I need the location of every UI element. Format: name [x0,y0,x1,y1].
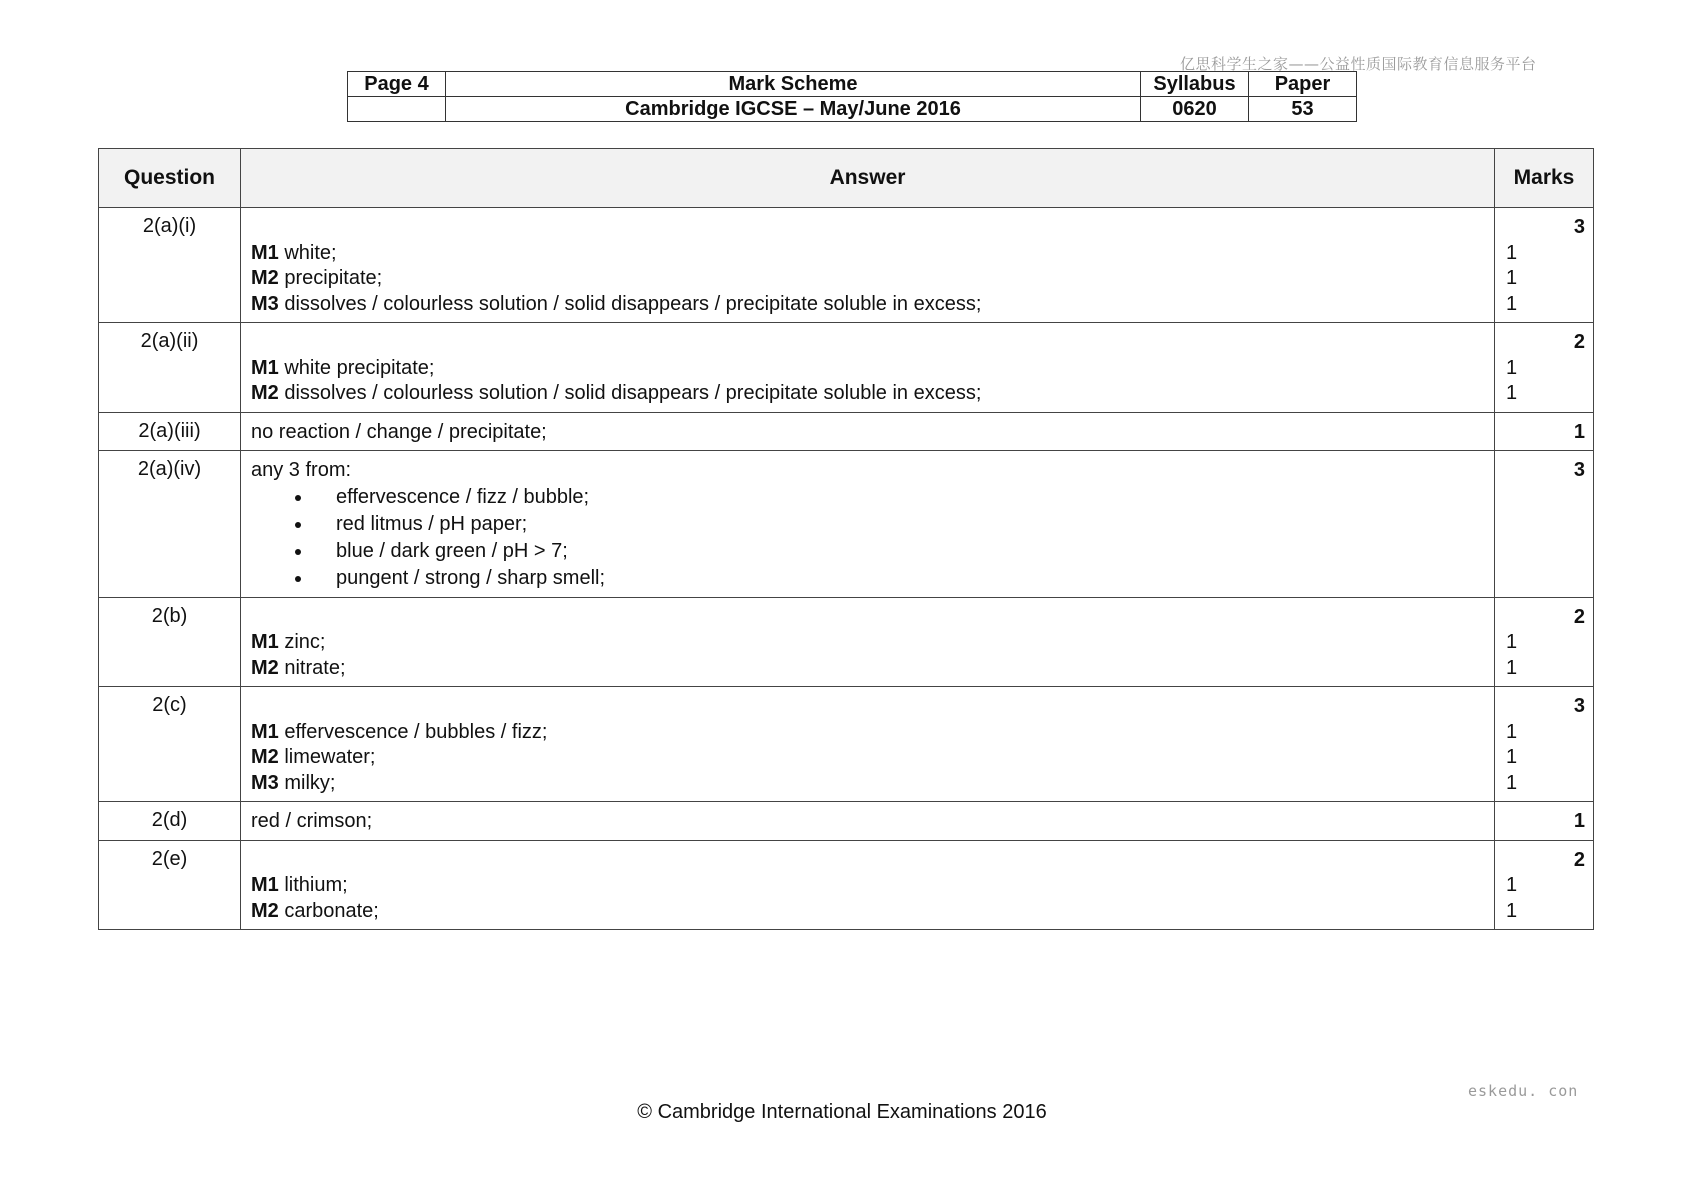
table-header-row [99,149,1594,208]
answer-cell [241,840,1495,930]
mark-scheme-body [99,208,1594,930]
answer-cell [241,412,1495,451]
marking-point-text: carbonate; [278,899,379,922]
watermark-bottom: eskedu. con [1468,1082,1579,1100]
point-mark: 1 [1506,241,1518,264]
document-title: Mark Scheme [446,72,1141,97]
answer-text: no reaction / change / precipitate; [251,420,547,443]
answer-text: red / crimson; [251,810,373,832]
answer-cell [241,802,1495,841]
marking-point [251,266,1484,292]
point-mark: 1 [1506,746,1518,768]
marking-point [251,292,1484,318]
marking-point-label: M1 [251,356,279,379]
marking-point-text: dissolves / colourless solution / solid disappears / precipitate soluble in excess; [278,292,982,315]
header-empty-cell [348,97,446,122]
marking-point-text: precipitate; [278,267,383,289]
marking-point-text: nitrate; [278,656,346,679]
question-number: 2(d) [99,802,241,841]
question-number: 2(a)(iv) [99,451,241,598]
answer-cell [241,597,1495,687]
marking-point-text: white precipitate; [278,356,435,379]
total-marks: 2 [1573,605,1585,628]
column-header-question: Question [99,149,241,208]
point-mark: 1 [1506,356,1518,379]
marks-cell [1495,323,1594,413]
spacer [251,694,1484,720]
table-row [99,412,1594,451]
list-item: red litmus / pH paper; [251,511,1484,538]
marks-cell [1495,687,1594,802]
answer-intro: any 3 from: [251,459,352,481]
watermark-top: 亿思科学生之家——公益性质国际教育信息服务平台 [1180,55,1537,73]
syllabus-code: 0620 [1141,97,1249,122]
table-row [99,840,1594,930]
list-item: blue / dark green / pH > 7; [251,538,1484,565]
marking-point [251,899,1484,925]
point-mark: 1 [1506,631,1518,653]
marking-point-label: M2 [251,382,279,404]
question-number: 2(a)(iii) [99,412,241,451]
point-mark: 1 [1506,292,1518,315]
marking-point-label: M1 [251,874,279,896]
spacer [251,848,1484,874]
total-marks: 1 [1573,420,1585,443]
marks-cell [1495,208,1594,323]
marking-point-label: M3 [251,771,279,794]
marking-point-label: M2 [251,267,279,289]
marks-cell [1495,597,1594,687]
marks-cell [1495,412,1594,451]
table-row [99,802,1594,841]
total-marks: 3 [1573,459,1585,481]
total-marks: 2 [1573,848,1585,871]
spacer [251,215,1484,241]
marking-point-label: M1 [251,241,279,264]
total-marks: 3 [1573,695,1585,717]
table-row [99,597,1594,687]
column-header-answer: Answer [241,149,1495,208]
page-number: Page 4 [348,72,446,97]
question-number: 2(e) [99,840,241,930]
point-mark: 1 [1506,656,1518,679]
mark-scheme-table [98,148,1594,930]
marking-point-label: M2 [251,656,279,679]
marking-point-label: M2 [251,746,279,768]
point-mark: 1 [1506,771,1518,794]
marking-point [251,356,1484,382]
marking-point-text: dissolves / colourless solution / solid disappears / precipitate soluble in excess; [278,382,982,404]
bullet-list [251,484,1484,592]
exam-name: Cambridge IGCSE – May/June 2016 [446,97,1141,122]
marking-point-label: M1 [251,720,279,743]
marks-cell [1495,451,1594,598]
marking-point [251,771,1484,797]
point-mark: 1 [1506,720,1518,743]
marking-point-text: effervescence / bubbles / fizz; [278,720,548,743]
table-row [99,323,1594,413]
marking-point [251,630,1484,656]
column-header-marks: Marks [1495,149,1594,208]
table-row [99,687,1594,802]
marking-point-text: lithium; [278,874,348,896]
answer-cell [241,451,1495,598]
point-mark: 1 [1506,382,1518,404]
marks-cell [1495,840,1594,930]
marking-point-label: M3 [251,292,279,315]
answer-cell [241,208,1495,323]
marking-point [251,745,1484,771]
marking-point-text: zinc; [278,631,326,653]
point-mark: 1 [1506,267,1518,289]
total-marks: 2 [1573,331,1585,353]
marking-point-text: limewater; [278,746,376,768]
question-number: 2(a)(i) [99,208,241,323]
answer-cell [241,687,1495,802]
paper-label: Paper [1249,72,1357,97]
marks-cell [1495,802,1594,841]
question-number: 2(a)(ii) [99,323,241,413]
marking-point [251,720,1484,746]
paper-number: 53 [1249,97,1357,122]
spacer [251,330,1484,356]
list-item: effervescence / fizz / bubble; [251,484,1484,511]
point-mark: 1 [1506,899,1518,922]
table-row [99,208,1594,323]
copyright-footer: © Cambridge International Examinations 2016 [637,1101,1047,1123]
total-marks: 3 [1573,216,1585,238]
question-number: 2(c) [99,687,241,802]
marking-point-label: M1 [251,631,279,653]
table-row [99,451,1594,598]
marking-point [251,241,1484,267]
question-number: 2(b) [99,597,241,687]
header-table [347,71,1357,122]
marking-point [251,873,1484,899]
list-item: pungent / strong / sharp smell; [251,565,1484,592]
spacer [251,605,1484,631]
marking-point-label: M2 [251,899,279,922]
syllabus-label: Syllabus [1141,72,1249,97]
marking-point-text: white; [278,241,337,264]
answer-cell [241,323,1495,413]
total-marks: 1 [1573,810,1585,832]
point-mark: 1 [1506,874,1518,896]
marking-point-text: milky; [278,771,336,794]
marking-point [251,656,1484,682]
marking-point [251,381,1484,407]
